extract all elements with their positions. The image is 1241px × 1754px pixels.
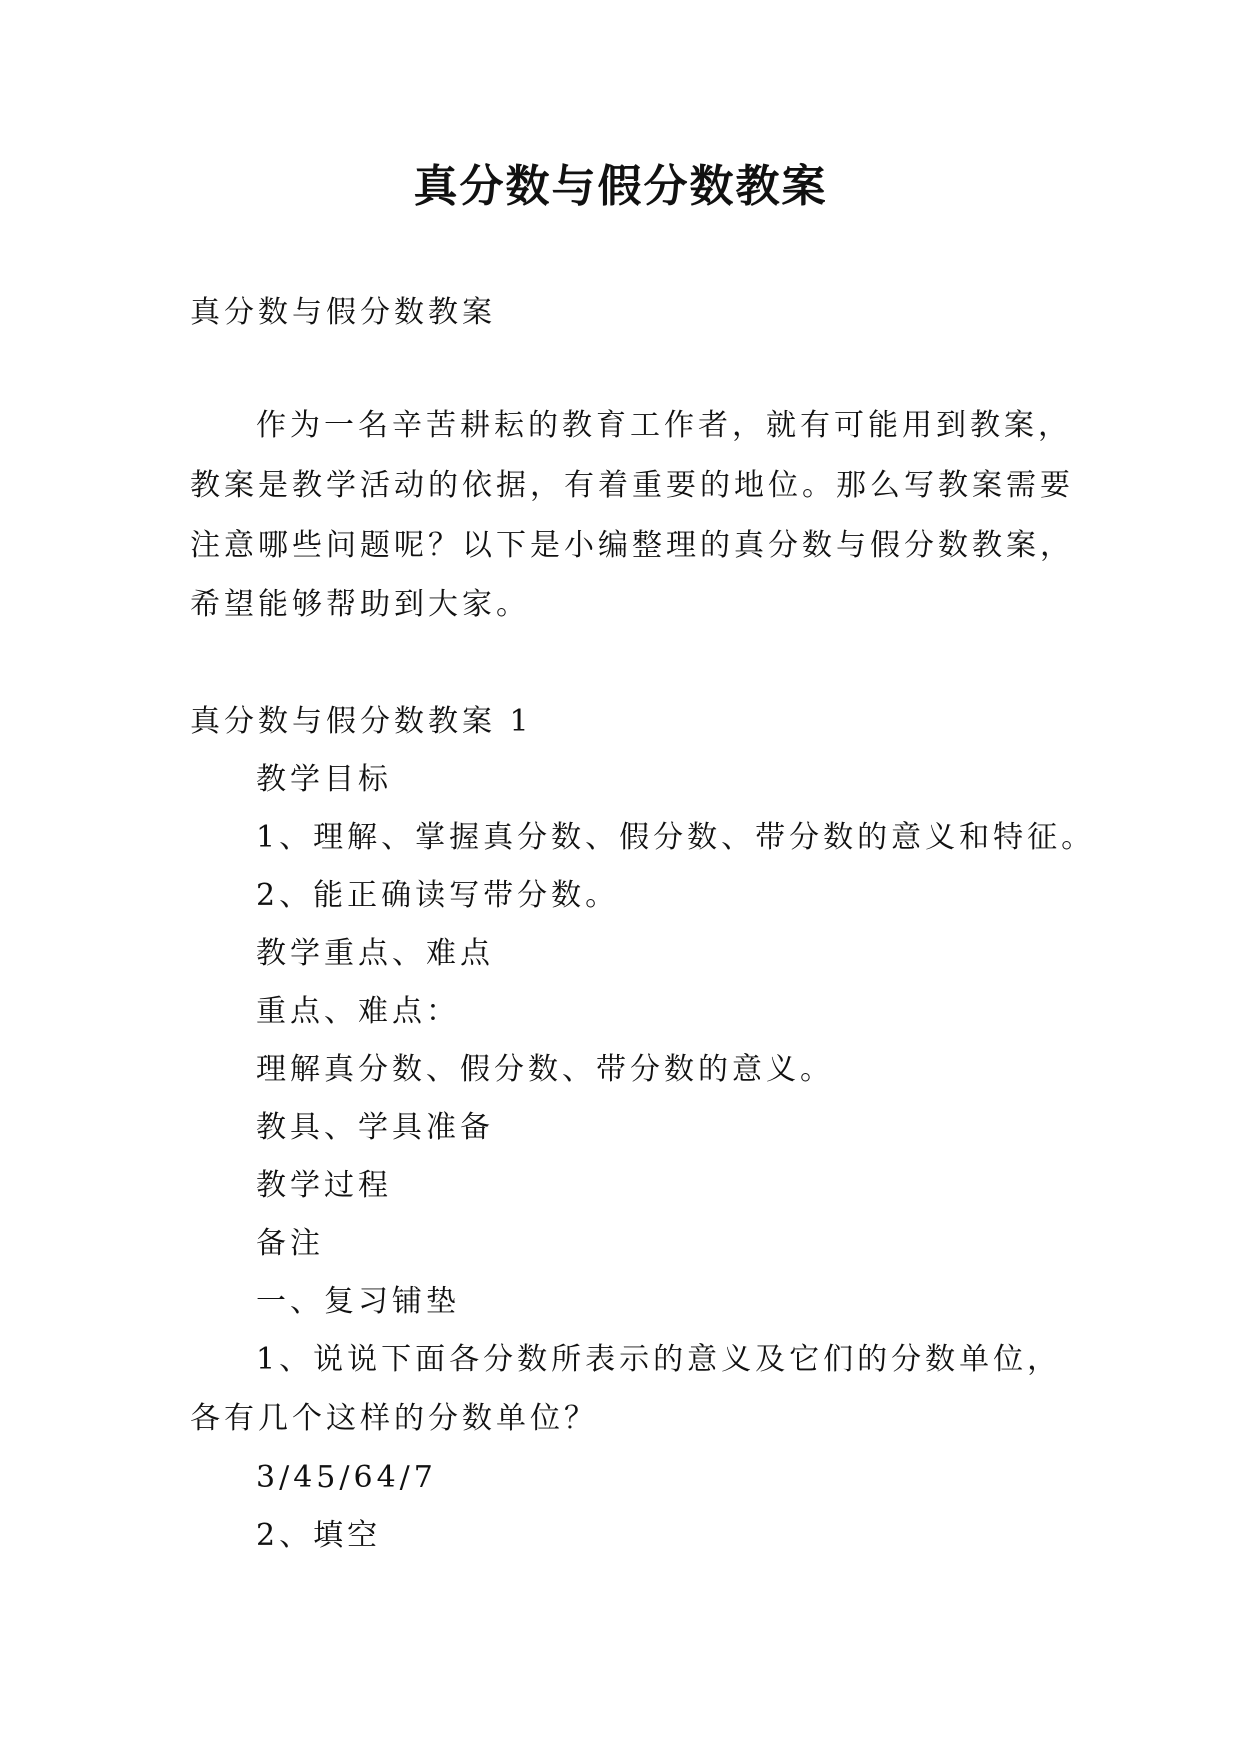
intro-line-1: 作为一名辛苦耕耘的教育工作者，就有可能用到教案， [256, 408, 1072, 443]
body-line: 教具、学具准备 [256, 1110, 494, 1145]
body-line: 2、能正确读写带分数。 [256, 878, 620, 913]
body-line: 理解真分数、假分数、带分数的意义。 [256, 1052, 834, 1087]
page-title: 真分数与假分数教案 [413, 161, 828, 212]
body-line: 1、理解、掌握真分数、假分数、带分数的意义和特征。 [256, 820, 1096, 855]
intro-line-4: 希望能够帮助到大家。 [190, 587, 530, 622]
body-line: 3/45/64/7 [256, 1460, 437, 1495]
intro-line-2: 教案是教学活动的依据，有着重要的地位。那么写教案需要 [190, 468, 1074, 503]
body-line: 教学重点、难点 [256, 936, 494, 971]
body-line: 备注 [256, 1226, 324, 1261]
subtitle: 真分数与假分数教案 [190, 295, 496, 330]
body-line: 1、说说下面各分数所表示的意义及它们的分数单位， [256, 1342, 1062, 1377]
body-line: 2、填空 [256, 1518, 382, 1553]
body-line: 各有几个这样的分数单位？ [190, 1401, 598, 1436]
intro-line-3: 注意哪些问题呢？以下是小编整理的真分数与假分数教案， [190, 528, 1074, 563]
body-line: 教学过程 [256, 1168, 392, 1203]
body-line: 教学目标 [256, 762, 392, 797]
body-line: 一、复习铺垫 [256, 1284, 460, 1319]
body-line: 重点、难点： [256, 994, 460, 1029]
section-heading: 真分数与假分数教案 1 [190, 704, 533, 739]
